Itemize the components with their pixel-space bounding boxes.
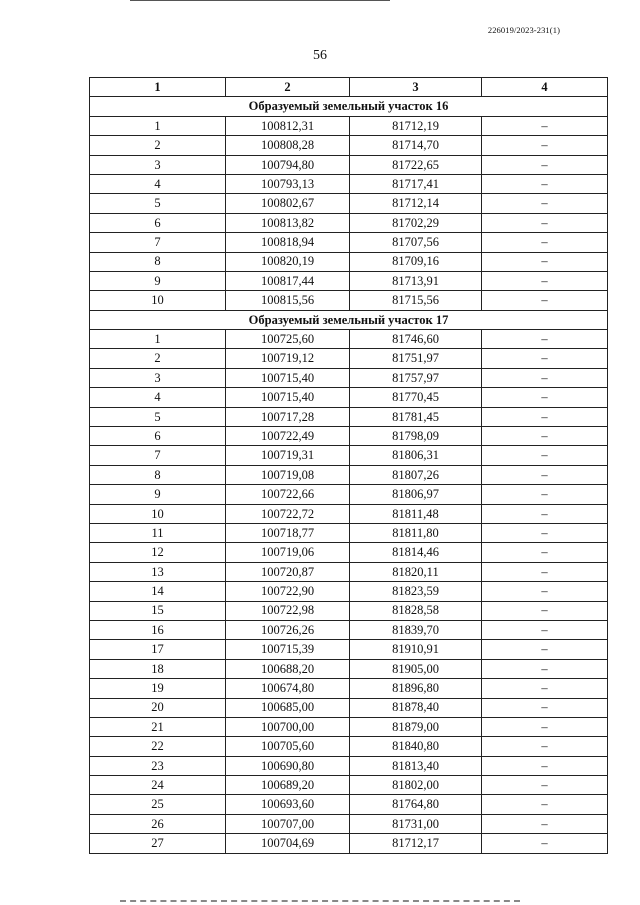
- table-row: [90, 330, 608, 349]
- point-number-cell: 2: [90, 349, 226, 368]
- point-number-cell: 5: [90, 194, 226, 213]
- x-coordinate-cell: 100689,20: [226, 776, 350, 795]
- y-coordinate-cell: 81712,17: [350, 834, 482, 853]
- y-coordinate-cell: 81807,26: [350, 465, 482, 484]
- x-coordinate-cell: 100817,44: [226, 271, 350, 290]
- section-header-row: [90, 310, 608, 329]
- x-coordinate-cell: 100719,06: [226, 543, 350, 562]
- x-coordinate-cell: 100719,08: [226, 465, 350, 484]
- y-coordinate-cell: 81717,41: [350, 174, 482, 193]
- x-coordinate-cell: 100705,60: [226, 737, 350, 756]
- x-coordinate-cell: 100722,90: [226, 582, 350, 601]
- y-coordinate-cell: 81879,00: [350, 717, 482, 736]
- table-row: [90, 834, 608, 853]
- point-number-cell: 16: [90, 620, 226, 639]
- note-cell: –: [482, 252, 608, 271]
- note-cell: –: [482, 213, 608, 232]
- document-id: 226019/2023-231(1): [487, 25, 560, 35]
- point-number-cell: 11: [90, 523, 226, 542]
- note-cell: –: [482, 291, 608, 310]
- note-cell: –: [482, 116, 608, 135]
- point-number-cell: 9: [90, 485, 226, 504]
- note-cell: –: [482, 233, 608, 252]
- point-number-cell: 5: [90, 407, 226, 426]
- note-cell: –: [482, 795, 608, 814]
- note-cell: –: [482, 717, 608, 736]
- note-cell: –: [482, 427, 608, 446]
- y-coordinate-cell: 81757,97: [350, 368, 482, 387]
- table-row: [90, 446, 608, 465]
- y-coordinate-cell: 81878,40: [350, 698, 482, 717]
- table-row: [90, 737, 608, 756]
- note-cell: –: [482, 271, 608, 290]
- y-coordinate-cell: 81813,40: [350, 756, 482, 775]
- y-coordinate-cell: 81707,56: [350, 233, 482, 252]
- y-coordinate-cell: 81715,56: [350, 291, 482, 310]
- point-number-cell: 20: [90, 698, 226, 717]
- table-row: [90, 291, 608, 310]
- note-cell: –: [482, 659, 608, 678]
- note-cell: –: [482, 136, 608, 155]
- note-cell: –: [482, 368, 608, 387]
- x-coordinate-cell: 100690,80: [226, 756, 350, 775]
- y-coordinate-cell: 81764,80: [350, 795, 482, 814]
- table-row: [90, 504, 608, 523]
- point-number-cell: 7: [90, 233, 226, 252]
- x-coordinate-cell: 100793,13: [226, 174, 350, 193]
- x-coordinate-cell: 100722,72: [226, 504, 350, 523]
- table-row: [90, 659, 608, 678]
- point-number-cell: 3: [90, 155, 226, 174]
- note-cell: –: [482, 756, 608, 775]
- table-row: [90, 543, 608, 562]
- table-row: [90, 233, 608, 252]
- point-number-cell: 25: [90, 795, 226, 814]
- note-cell: –: [482, 523, 608, 542]
- y-coordinate-cell: 81709,16: [350, 252, 482, 271]
- table-row: [90, 388, 608, 407]
- note-cell: –: [482, 194, 608, 213]
- note-cell: –: [482, 620, 608, 639]
- point-number-cell: 8: [90, 252, 226, 271]
- table-row: [90, 155, 608, 174]
- note-cell: –: [482, 504, 608, 523]
- y-coordinate-cell: 81806,97: [350, 485, 482, 504]
- x-coordinate-cell: 100693,60: [226, 795, 350, 814]
- table-row: [90, 717, 608, 736]
- table-body: [90, 97, 608, 853]
- y-coordinate-cell: 81806,31: [350, 446, 482, 465]
- point-number-cell: 10: [90, 504, 226, 523]
- x-coordinate-cell: 100722,66: [226, 485, 350, 504]
- note-cell: –: [482, 737, 608, 756]
- x-coordinate-cell: 100820,19: [226, 252, 350, 271]
- y-coordinate-cell: 81731,00: [350, 814, 482, 833]
- table-row: [90, 795, 608, 814]
- section-header-row: [90, 97, 608, 116]
- note-cell: –: [482, 155, 608, 174]
- point-number-cell: 22: [90, 737, 226, 756]
- y-coordinate-cell: 81910,91: [350, 640, 482, 659]
- column-header: 1: [90, 78, 226, 97]
- y-coordinate-cell: 81905,00: [350, 659, 482, 678]
- y-coordinate-cell: 81781,45: [350, 407, 482, 426]
- point-number-cell: 27: [90, 834, 226, 853]
- x-coordinate-cell: 100715,40: [226, 368, 350, 387]
- y-coordinate-cell: 81712,19: [350, 116, 482, 135]
- point-number-cell: 21: [90, 717, 226, 736]
- point-number-cell: 7: [90, 446, 226, 465]
- y-coordinate-cell: 81896,80: [350, 679, 482, 698]
- x-coordinate-cell: 100813,82: [226, 213, 350, 232]
- note-cell: –: [482, 640, 608, 659]
- point-number-cell: 26: [90, 814, 226, 833]
- note-cell: –: [482, 349, 608, 368]
- y-coordinate-cell: 81828,58: [350, 601, 482, 620]
- y-coordinate-cell: 81811,80: [350, 523, 482, 542]
- table-row: [90, 136, 608, 155]
- point-number-cell: 2: [90, 136, 226, 155]
- table-row: [90, 523, 608, 542]
- x-coordinate-cell: 100802,67: [226, 194, 350, 213]
- x-coordinate-cell: 100812,31: [226, 116, 350, 135]
- table-row: [90, 485, 608, 504]
- point-number-cell: 15: [90, 601, 226, 620]
- table-header-row: [90, 78, 608, 97]
- note-cell: –: [482, 834, 608, 853]
- x-coordinate-cell: 100722,98: [226, 601, 350, 620]
- point-number-cell: 4: [90, 388, 226, 407]
- bottom-scan-rule: [120, 900, 520, 902]
- table-row: [90, 679, 608, 698]
- x-coordinate-cell: 100700,00: [226, 717, 350, 736]
- y-coordinate-cell: 81746,60: [350, 330, 482, 349]
- x-coordinate-cell: 100719,31: [226, 446, 350, 465]
- x-coordinate-cell: 100707,00: [226, 814, 350, 833]
- point-number-cell: 17: [90, 640, 226, 659]
- y-coordinate-cell: 81722,65: [350, 155, 482, 174]
- section-title: Образуемый земельный участок 16: [90, 97, 608, 116]
- table-row: [90, 427, 608, 446]
- note-cell: –: [482, 562, 608, 581]
- x-coordinate-cell: 100815,56: [226, 291, 350, 310]
- table-row: [90, 640, 608, 659]
- x-coordinate-cell: 100717,28: [226, 407, 350, 426]
- note-cell: –: [482, 485, 608, 504]
- x-coordinate-cell: 100685,00: [226, 698, 350, 717]
- table-row: [90, 620, 608, 639]
- y-coordinate-cell: 81839,70: [350, 620, 482, 639]
- x-coordinate-cell: 100720,87: [226, 562, 350, 581]
- y-coordinate-cell: 81840,80: [350, 737, 482, 756]
- y-coordinate-cell: 81823,59: [350, 582, 482, 601]
- point-number-cell: 23: [90, 756, 226, 775]
- column-header: 4: [482, 78, 608, 97]
- x-coordinate-cell: 100726,26: [226, 620, 350, 639]
- y-coordinate-cell: 81770,45: [350, 388, 482, 407]
- table-row: [90, 756, 608, 775]
- x-coordinate-cell: 100718,77: [226, 523, 350, 542]
- table-row: [90, 582, 608, 601]
- note-cell: –: [482, 388, 608, 407]
- table-row: [90, 601, 608, 620]
- note-cell: –: [482, 407, 608, 426]
- y-coordinate-cell: 81713,91: [350, 271, 482, 290]
- y-coordinate-cell: 81820,11: [350, 562, 482, 581]
- y-coordinate-cell: 81702,29: [350, 213, 482, 232]
- table-row: [90, 349, 608, 368]
- y-coordinate-cell: 81798,09: [350, 427, 482, 446]
- table-row: [90, 271, 608, 290]
- table-row: [90, 213, 608, 232]
- note-cell: –: [482, 543, 608, 562]
- point-number-cell: 19: [90, 679, 226, 698]
- point-number-cell: 3: [90, 368, 226, 387]
- table-row: [90, 116, 608, 135]
- point-number-cell: 8: [90, 465, 226, 484]
- y-coordinate-cell: 81712,14: [350, 194, 482, 213]
- point-number-cell: 6: [90, 427, 226, 446]
- note-cell: –: [482, 814, 608, 833]
- table-row: [90, 407, 608, 426]
- x-coordinate-cell: 100719,12: [226, 349, 350, 368]
- x-coordinate-cell: 100715,40: [226, 388, 350, 407]
- note-cell: –: [482, 465, 608, 484]
- point-number-cell: 14: [90, 582, 226, 601]
- note-cell: –: [482, 446, 608, 465]
- point-number-cell: 6: [90, 213, 226, 232]
- x-coordinate-cell: 100704,69: [226, 834, 350, 853]
- table-row: [90, 194, 608, 213]
- note-cell: –: [482, 679, 608, 698]
- table-row: [90, 562, 608, 581]
- table-row: [90, 465, 608, 484]
- coordinates-table: [89, 77, 608, 854]
- y-coordinate-cell: 81714,70: [350, 136, 482, 155]
- top-scan-rule: [130, 0, 390, 1]
- table-row: [90, 776, 608, 795]
- x-coordinate-cell: 100722,49: [226, 427, 350, 446]
- x-coordinate-cell: 100688,20: [226, 659, 350, 678]
- point-number-cell: 1: [90, 116, 226, 135]
- y-coordinate-cell: 81811,48: [350, 504, 482, 523]
- point-number-cell: 1: [90, 330, 226, 349]
- table-row: [90, 814, 608, 833]
- table-row: [90, 698, 608, 717]
- point-number-cell: 10: [90, 291, 226, 310]
- note-cell: –: [482, 776, 608, 795]
- table-row: [90, 174, 608, 193]
- point-number-cell: 18: [90, 659, 226, 678]
- y-coordinate-cell: 81802,00: [350, 776, 482, 795]
- x-coordinate-cell: 100725,60: [226, 330, 350, 349]
- x-coordinate-cell: 100818,94: [226, 233, 350, 252]
- point-number-cell: 9: [90, 271, 226, 290]
- y-coordinate-cell: 81814,46: [350, 543, 482, 562]
- note-cell: –: [482, 601, 608, 620]
- table-row: [90, 252, 608, 271]
- point-number-cell: 12: [90, 543, 226, 562]
- note-cell: –: [482, 174, 608, 193]
- y-coordinate-cell: 81751,97: [350, 349, 482, 368]
- point-number-cell: 13: [90, 562, 226, 581]
- table-row: [90, 368, 608, 387]
- note-cell: –: [482, 582, 608, 601]
- x-coordinate-cell: 100794,80: [226, 155, 350, 174]
- x-coordinate-cell: 100808,28: [226, 136, 350, 155]
- section-title: Образуемый земельный участок 17: [90, 310, 608, 329]
- column-header: 3: [350, 78, 482, 97]
- point-number-cell: 24: [90, 776, 226, 795]
- x-coordinate-cell: 100674,80: [226, 679, 350, 698]
- x-coordinate-cell: 100715,39: [226, 640, 350, 659]
- note-cell: –: [482, 330, 608, 349]
- column-header: 2: [226, 78, 350, 97]
- point-number-cell: 4: [90, 174, 226, 193]
- page-number: 56: [313, 48, 327, 63]
- note-cell: –: [482, 698, 608, 717]
